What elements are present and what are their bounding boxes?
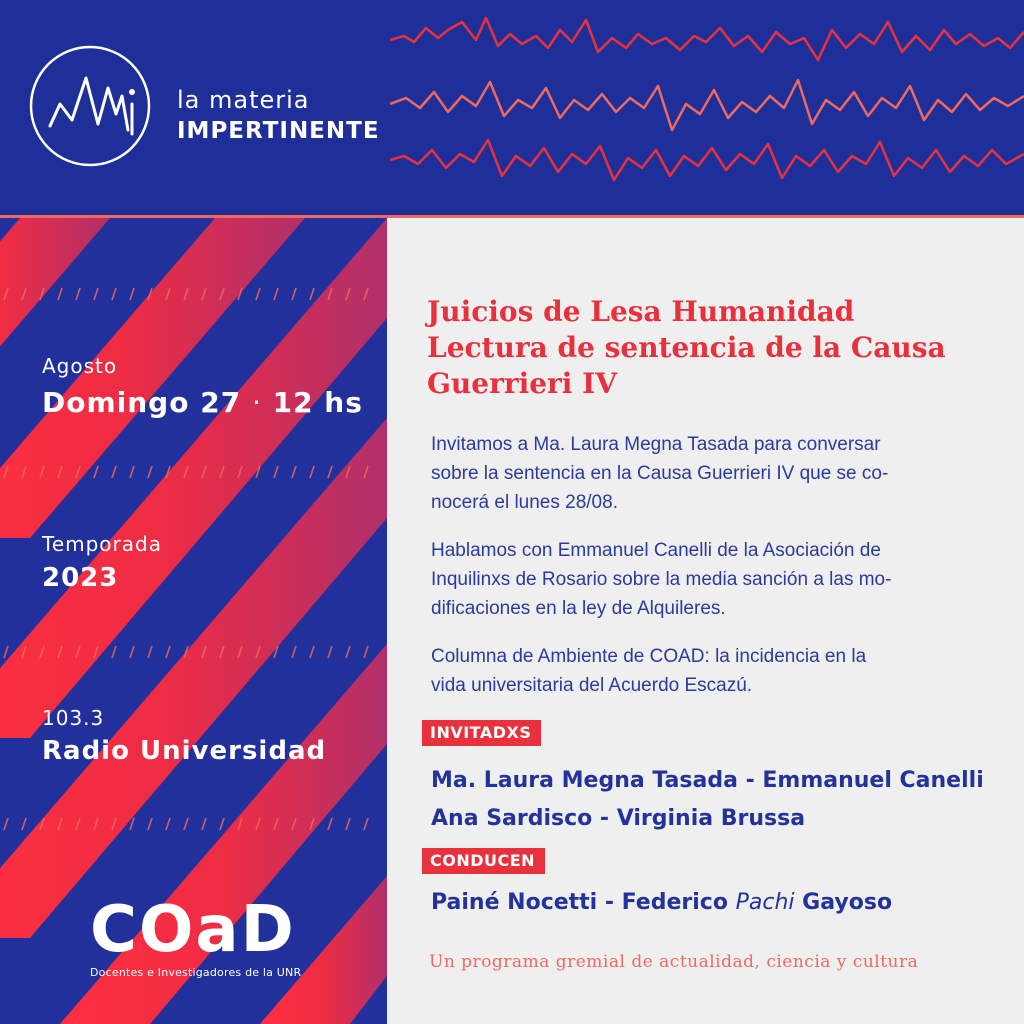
paragraph-2-line-1: Hablamos con Emmanuel Canelli de la Asociación de — [431, 540, 881, 561]
sound-waves-graphic — [390, 0, 1024, 215]
coad-subtitle: Docentes e Investigadores de la UNR — [90, 966, 302, 979]
guests-line-2: Ana Sardisco - Virginia Brussa — [431, 806, 806, 831]
content-panel — [387, 218, 1024, 1024]
title-line-2: Lectura de sentencia de la Causa — [427, 331, 946, 364]
event-date-time — [42, 386, 363, 419]
paragraph-3-line-1: Columna de Ambiente de COAD: la incidencia en la — [431, 646, 867, 667]
hosts-tag: CONDUCEN — [422, 848, 545, 874]
paragraph-1-line-1: Invitamos a Ma. Laura Megna Tasada para conversar — [431, 434, 881, 455]
program-tagline: Un programa gremial de actualidad, ciencia y cultura — [429, 952, 919, 972]
guests-list — [431, 762, 984, 838]
coad-logo — [90, 893, 302, 979]
hosts-list — [431, 884, 892, 922]
wave-line-top — [390, 18, 1024, 60]
event-separator: · — [251, 386, 262, 419]
brand-line1: la materia — [177, 86, 310, 114]
paragraph-1 — [431, 430, 991, 517]
title-line-1: Juicios de Lesa Humanidad — [427, 295, 855, 328]
program-title — [427, 294, 1017, 402]
hosts-names-start: Painé Nocetti - Federico — [431, 890, 736, 915]
coad-logo-text: COaD — [90, 893, 296, 967]
event-day: Domingo 27 — [42, 386, 242, 419]
paragraph-2-line-2: Inquilinxs de Rosario sobre la media sanción a las mo- — [431, 569, 892, 590]
wave-line-middle — [390, 80, 1024, 130]
title-line-3: Guerrieri IV — [427, 367, 617, 400]
paragraph-1-line-3: nocerá el lunes 28/08. — [431, 492, 618, 513]
hosts-names-end: Gayoso — [794, 890, 893, 915]
radio-station: Radio Universidad — [42, 736, 327, 766]
paragraph-1-line-2: sobre la sentencia en la Causa Guerrieri IV que se co- — [431, 463, 889, 484]
season-year: 2023 — [42, 563, 119, 593]
paragraph-2-line-3: dificaciones en la ley de Alquileres. — [431, 598, 726, 619]
event-time: 12 hs — [272, 386, 363, 419]
paragraph-3-line-2: vida universitaria del Acuerdo Escazú. — [431, 675, 753, 696]
paragraph-3 — [431, 642, 991, 700]
brand-logo-icon — [28, 44, 152, 168]
paragraph-2 — [431, 536, 991, 623]
guests-tag: INVITADXS — [422, 720, 541, 746]
wave-line-bottom — [390, 140, 1024, 180]
event-month: Agosto — [42, 354, 118, 378]
left-panel — [0, 218, 387, 1024]
season-label: Temporada — [42, 532, 162, 556]
hosts-nickname: Pachi — [735, 890, 795, 915]
guests-line-1: Ma. Laura Megna Tasada - Emmanuel Canelli — [431, 768, 984, 793]
brand-name — [177, 86, 380, 146]
header-banner — [0, 0, 1024, 215]
brand-line2: IMPERTINENTE — [177, 118, 380, 144]
radio-frequency: 103.3 — [42, 706, 105, 730]
